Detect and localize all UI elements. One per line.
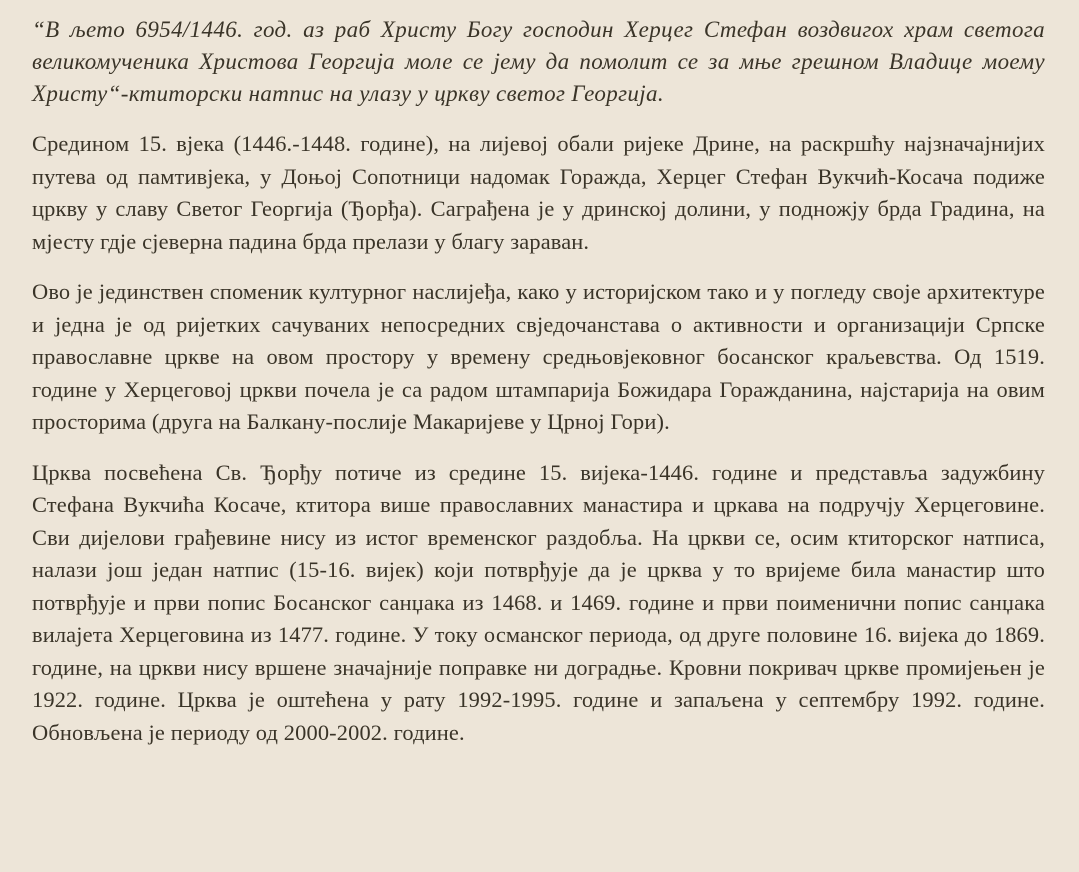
ktitor-inscription-quote: “В љето 6954/1446. год. аз раб Христу Богу господин Херцег Стефан воздвигох храм светога великомученика Христова Георгија моле се jему да помолит се за мње грешном Владице моему Христу“-ктиторски натпис на улазу у цркву светог Георгија.: [32, 17, 1045, 106]
article-paragraph-3: Црква посвећена Св. Ђорђу потиче из средине 15. вијека-1446. године и представља задужбину Стефана Вукчића Косаче, ктитора више православних манастира и цркава на подручју Херцеговине. Сви дијелови грађевине нису из истог временског раздобља. На цркви се, осим ктиторског натписа, налази још један натпис (15-16. вијек) који потврђује да је црква у то вријеме била манастир што потврђује и први попис Босанског санџака из 1468. и 1469. године и први поименични попис санџака вилајета Херцеговина из 1477. године. У току османског периода, од друге половине 16. вијека до 1869. године, на цркви нису вршене значајније поправке ни доградње. Кровни покривач цркве промијењен је 1922. године. Црква је оштећена у рату 1992-1995. године и запаљена у септембру 1992. године. Обновљена је периоду од 2000-2002. године.: [32, 459, 1045, 745]
article-paragraph-1: Средином 15. вјека (1446.-1448. године), на лијевој обали ријеке Дрине, на раскршћу најзначајнијих путева од памтивјека, у Доњој Сопотници надомак Горажда, Херцег Стефан Вукчић-Косача подиже цркву у славу Светог Георгија (Ђорђа). Саграђена је у дринској долини, у подножју брда Градина, на мјесту гдје сјеверна падина брда прелази у благу зараван.: [32, 131, 1045, 254]
article-paragraph-2: Ово је јединствен споменик културног наслијеђа, како у историјском тако и у погледу своје архитектуре и једна је од ријетких сачуваних непосредних свједочанстава о активности и организацији Српске православне цркве на овом простору у времену средњовјековног босанског краљевства. Од 1519. године у Херцеговој цркви почела је са радом штампарија Божидара Горажданина, најстарија на овим просторима (друга на Балкану-послије Макаријеве у Црној Гори).: [32, 279, 1045, 434]
